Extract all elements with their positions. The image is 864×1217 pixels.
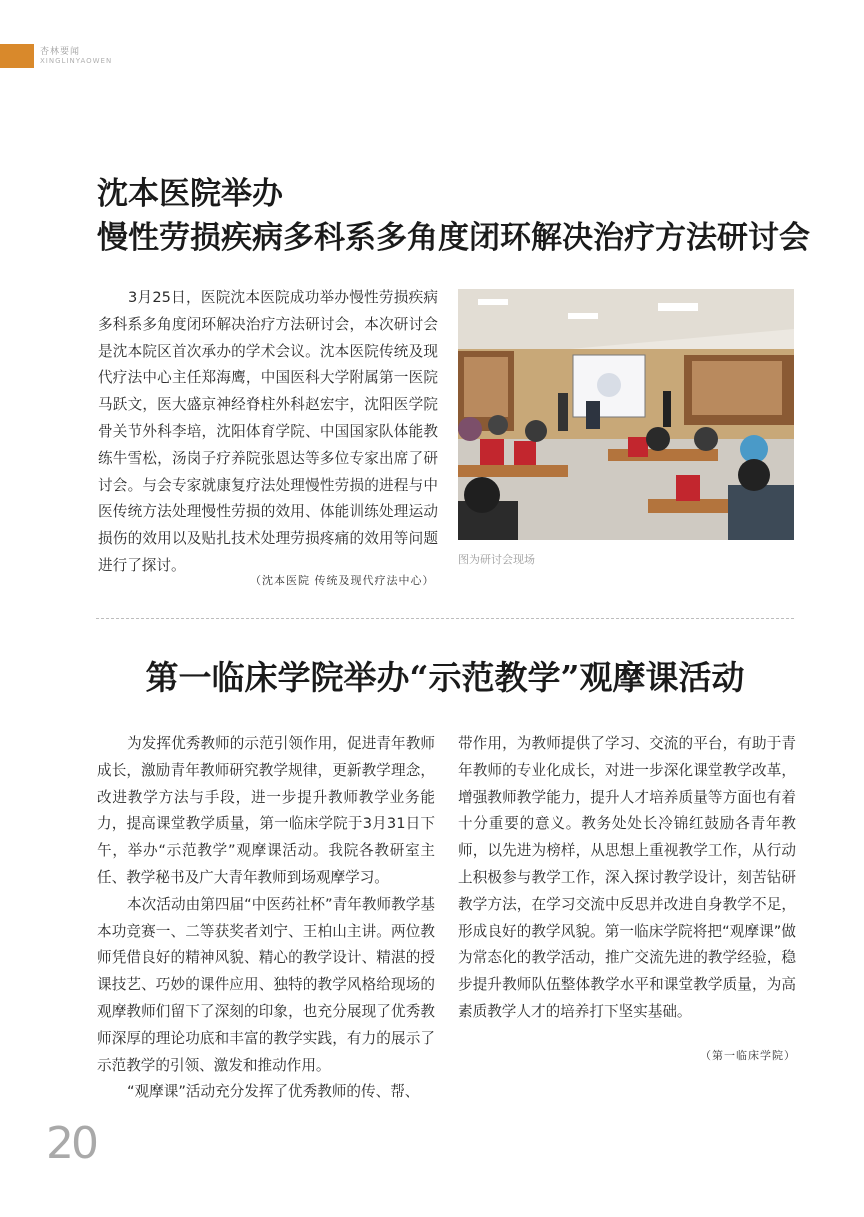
article1-title [97,172,810,260]
section-divider [96,618,794,619]
article2-column-left [97,731,435,1106]
article1-title-line2: 慢性劳损疾病多科系多角度闭环解决治疗方法研讨会 [97,220,810,256]
article2-column-right [458,731,796,1026]
article1-body-text: 3月25日，医院沈本医院成功举办慢性劳损疾病多科系多角度闭环解决治疗方法研讨会，本次研讨会是沈本院区首次承办的学术会议。沈本医院传统及现代疗法中心主任郑海鹰，中国医科大学附属第一医院马跃文，医大盛京神经脊柱外科赵宏宇，沈阳医学院骨关节外科李培，沈阳体育学院、中国国家队体能教练牛雪松，汤岗子疗养院张恩达等多位专家出席了研讨会。与会专家就康复疗法处理慢性劳损的进程与中医传统方法处理慢性劳损的效用、体能训练处理运动损伤的效用以及贴扎技术处理劳损疼痛的效用等问题进行了探讨。 [98,289,438,574]
article2-paragraph-2 [97,892,435,1080]
article1-source: （沈本医院 传统及现代疗法中心） [250,574,435,587]
section-title-pinyin: XINGLINYAOWEN [40,57,113,65]
article2-paragraph-2-text: 本次活动由第四届“中医药社杯”青年教师教学基本功竞赛一、二等获奖者刘宁、王柏山主讲。两位教师凭借良好的精神风貌、精心的教学设计、精湛的授课技艺、巧妙的课件应用、独特的教学风格给现场的观摩教师们留下了深刻的印象，也充分展现了优秀教师深厚的理论功底和丰富的教学实践，有力的展示了示范教学的引领、激发和推动作用。 [97,895,435,1074]
article2-paragraph-3-cont: 带作用，为教师提供了学习、交流的平台，有助于青年教师的专业化成长，对进一步深化课堂教学改革，增强教师教学能力，提升人才培养质量等方面也有着十分重要的意义。教务处处长冷锦红鼓励各青年教师，以先进为榜样，从思想上重视教学工作，从行动上积极参与教学工作，深入探讨教学设计，刻苦钻研教学方法，在学习交流中反思并改进自身教学不足，形成良好的教学风貌。第一临床学院将把“观摩课”做为常态化的教学活动，推广交流先进的教学经验，稳步提升教师队伍整体教学水平和课堂教学质量，为高素质教学人才的培养打下坚实基础。 [458,735,796,1020]
photo-caption: 图为研讨会现场 [458,553,535,566]
article2-paragraph-3-start [97,1079,435,1106]
article2-paragraph-3-start-text: “观摩课”活动充分发挥了优秀教师的传、帮、 [127,1083,420,1101]
section-title: 杏林要闻 [40,47,81,57]
section-accent-bar [0,44,34,68]
article2-source: （第一临床学院） [700,1049,796,1062]
page-number: 20 [46,1118,96,1169]
article2-title: 第一临床学院举办“示范教学”观摩课活动 [145,658,745,697]
article1-body [98,285,438,580]
article2-paragraph-1-text: 为发挥优秀教师的示范引领作用，促进青年教师成长，激励青年教师研究教学规律，更新教学理念，改进教学方法与手段，进一步提升教师教学业务能力，提高课堂教学质量，第一临床学院于3月31日下午，举办“示范教学”观摩课活动。我院各教研室主任、教学秘书及广大青年教师到场观摩学习。 [97,735,435,886]
seminar-photo [458,289,794,540]
article2-paragraph-1 [97,731,435,892]
seminar-photo-illustration [458,289,794,540]
article1-title-line1: 沈本医院举办 [97,176,283,212]
